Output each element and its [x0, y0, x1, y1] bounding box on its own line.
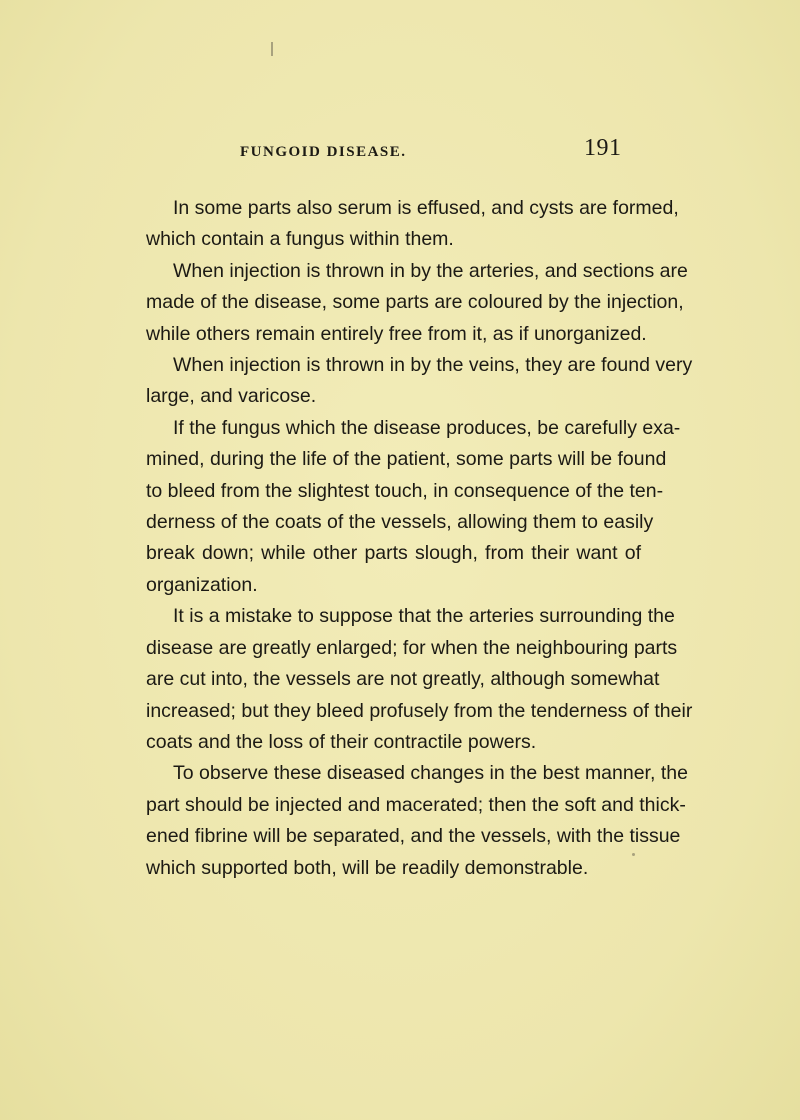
text-line: to bleed from the slightest touch, in consequence of the ten-: [146, 479, 664, 502]
paragraph: [119, 601, 693, 758]
text-line: ened fibrine will be separated, and the vessels, with the tissue: [146, 825, 681, 848]
text-line: It is a mistake to suppose that the arteries surrounding the: [173, 605, 675, 628]
paragraph: [119, 758, 688, 884]
text-line: which supported both, will be readily demonstrable.: [146, 856, 589, 879]
scan-speck: [632, 853, 635, 856]
text-line: disease are greatly enlarged; for when the neighbouring parts: [146, 636, 678, 659]
text-line: coats and the loss of their contractile powers.: [146, 730, 537, 753]
text-line: made of the disease, some parts are coloured by the injection,: [146, 291, 684, 314]
paragraph: [119, 413, 681, 601]
text-line: while others remain entirely free from it, as if unorganized.: [146, 322, 647, 345]
text-line: derness of the coats of the vessels, allowing them to easily: [146, 511, 654, 534]
text-line: large, and varicose.: [146, 385, 317, 408]
page-header: [0, 135, 800, 170]
text-line: When injection is thrown in by the veins, they are found very: [173, 354, 693, 377]
running-head: FUNGOID DISEASE.: [240, 144, 407, 160]
text-line: organization.: [146, 573, 258, 596]
body-text: [119, 193, 693, 884]
text-line: mined, during the life of the patient, some parts will be found: [146, 448, 667, 471]
paragraph: [119, 350, 693, 413]
paragraph: [119, 193, 679, 256]
text-line: If the fungus which the disease produces, be carefully exa-: [173, 416, 681, 439]
text-line: which contain a fungus within them.: [146, 228, 454, 251]
paragraph: [119, 256, 688, 350]
page-number: 191: [584, 135, 622, 161]
text-line: When injection is thrown in by the arteries, and sections are: [173, 259, 688, 282]
text-line: break down; while other parts slough, from their want of: [146, 542, 641, 565]
text-line: are cut into, the vessels are not greatly, although somewhat: [146, 668, 660, 691]
text-line: part should be injected and macerated; then the soft and thick-: [146, 793, 686, 816]
text-line: increased; but they bleed profusely from the tenderness of their: [146, 699, 693, 722]
text-line: In some parts also serum is effused, and cysts are formed,: [173, 197, 679, 219]
scan-speck: [271, 42, 273, 56]
text-line: To observe these diseased changes in the best manner, the: [173, 762, 688, 785]
